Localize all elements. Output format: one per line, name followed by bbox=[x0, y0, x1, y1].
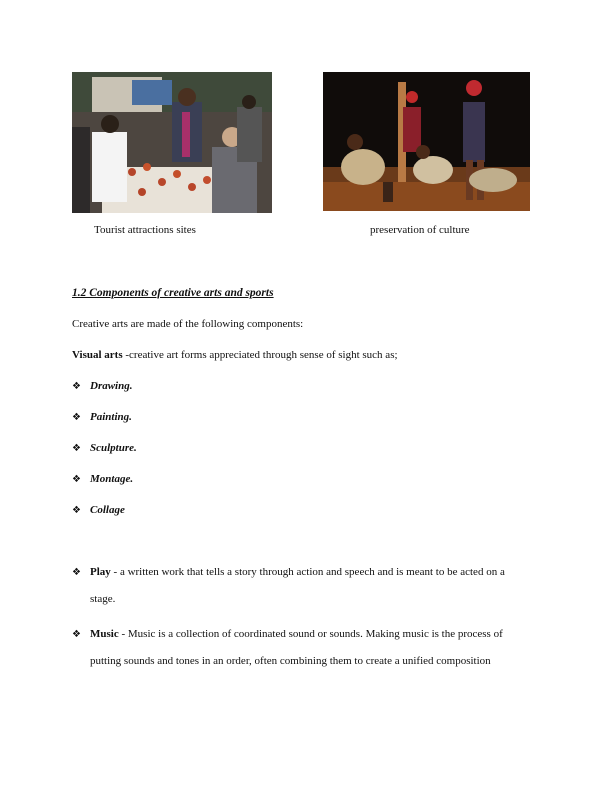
list-item bbox=[72, 473, 133, 485]
diamond-bullet-icon: ❖ bbox=[72, 381, 81, 392]
visual-arts-definition bbox=[72, 349, 398, 361]
list-item-text: Painting. bbox=[90, 411, 132, 423]
play-description-continued: stage. bbox=[90, 593, 116, 605]
visual-arts-term: Visual arts bbox=[72, 349, 123, 361]
tourist-attraction-photo bbox=[72, 72, 272, 213]
play-description: - a written work that tells a story through action and speech and is meant to be acted on a bbox=[110, 566, 505, 578]
music-component bbox=[72, 628, 534, 667]
diamond-bullet-icon: ❖ bbox=[72, 629, 81, 640]
list-item-text: Drawing. bbox=[90, 380, 133, 392]
diamond-bullet-icon: ❖ bbox=[72, 567, 81, 578]
list-item-text: Collage bbox=[90, 504, 125, 516]
play-term: Play bbox=[90, 566, 111, 578]
list-item bbox=[72, 380, 133, 392]
visual-arts-description: -creative art forms appreciated through sense of sight such as; bbox=[122, 349, 398, 361]
list-item-text: Montage. bbox=[90, 473, 134, 485]
list-item-text: Sculpture. bbox=[90, 442, 137, 454]
intro-paragraph: Creative arts are made of the following components: bbox=[72, 318, 304, 330]
preservation-of-culture-caption: preservation of culture bbox=[370, 224, 470, 236]
tourist-attractions-caption: Tourist attractions sites bbox=[94, 224, 196, 236]
list-item bbox=[72, 504, 125, 516]
list-item bbox=[72, 442, 137, 454]
diamond-bullet-icon: ❖ bbox=[72, 443, 81, 454]
diamond-bullet-icon: ❖ bbox=[72, 412, 81, 423]
list-item bbox=[72, 411, 132, 423]
music-description: - Music is a collection of coordinated sound or sounds. Making music is the process of bbox=[118, 628, 503, 640]
section-heading: 1.2 Components of creative arts and sports bbox=[72, 287, 274, 299]
cultural-performance-photo bbox=[323, 72, 530, 211]
diamond-bullet-icon: ❖ bbox=[72, 474, 81, 485]
music-term: Music bbox=[90, 628, 119, 640]
play-component bbox=[72, 566, 534, 605]
diamond-bullet-icon: ❖ bbox=[72, 505, 81, 516]
music-description-continued: putting sounds and tones in an order, often combining them to create a unified composition bbox=[90, 655, 491, 667]
